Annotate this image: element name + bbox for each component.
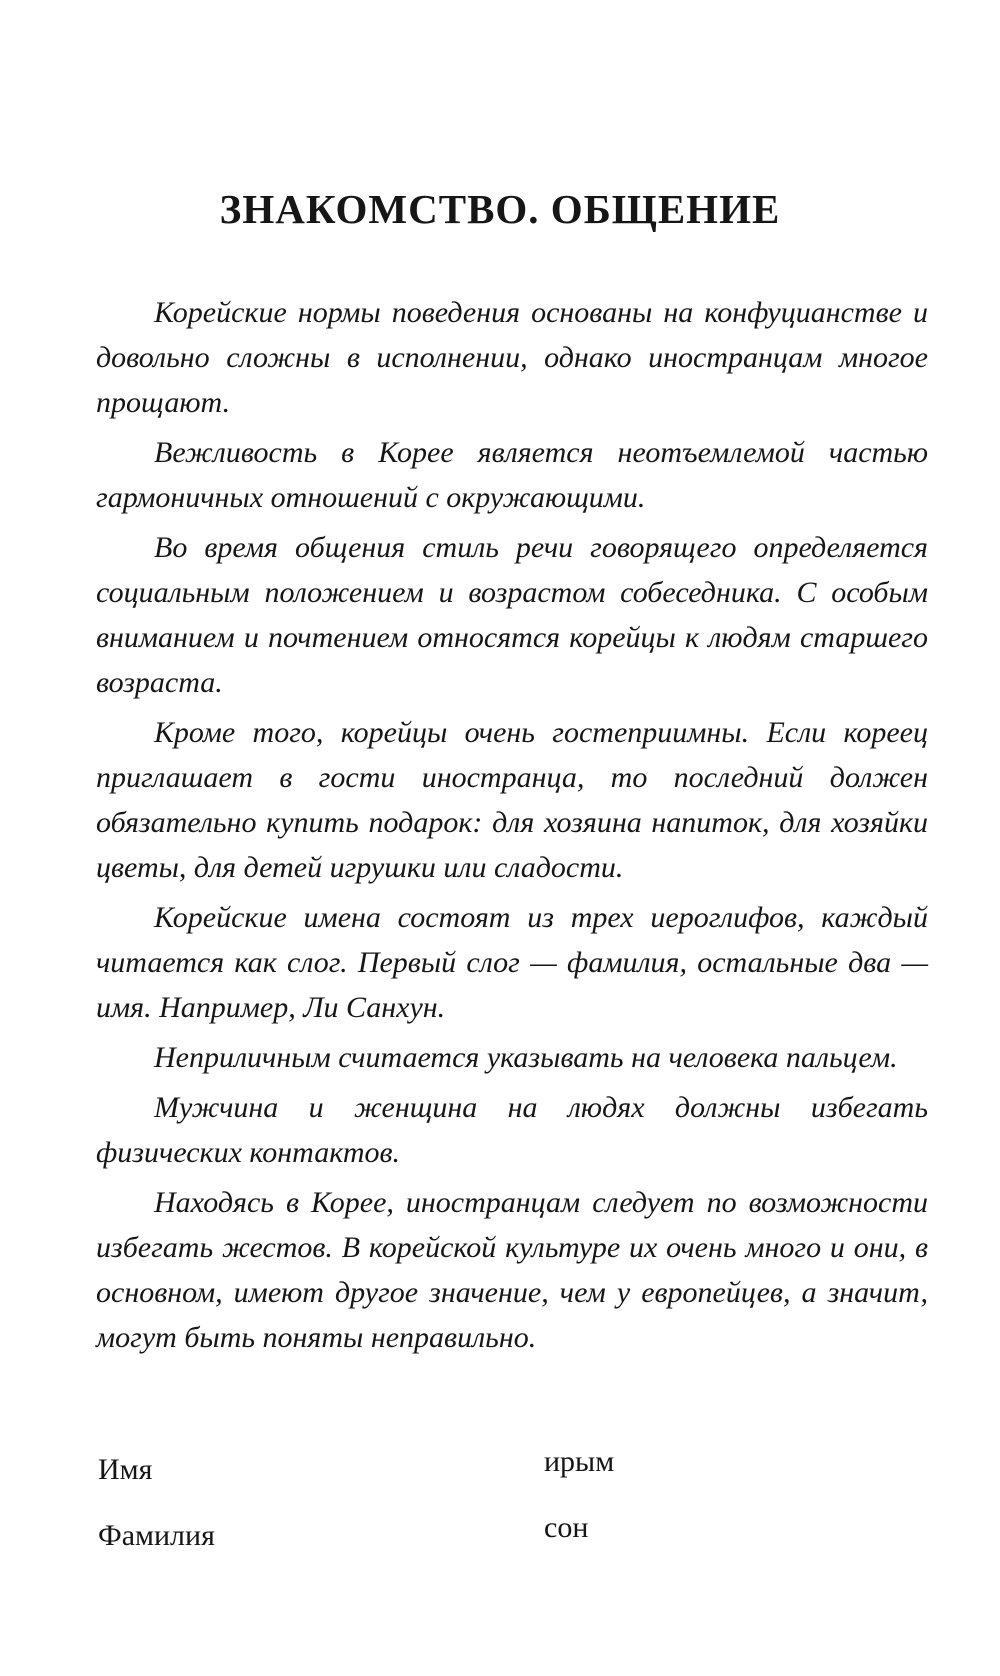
paragraph: Корейские нормы поведения основаны на конфуцианстве и довольно сложны в исполнении, однако иностранцам многое прощают. (96, 296, 928, 419)
vocabulary-russian: Имя (98, 1453, 153, 1486)
body-text (96, 290, 928, 1365)
vocabulary-row (98, 1511, 928, 1582)
vocabulary-korean: ирым (544, 1445, 615, 1478)
paragraph: Находясь в Корее, иностранцам следует по возможности избегать жестов. В корейской культуре их очень много и они, в основном, имеют другое значение, чем у европейцев, а значит, могут быть поняты неправильно. (96, 1186, 928, 1354)
vocabulary-list (98, 1445, 928, 1582)
vocabulary-korean: сон (544, 1511, 589, 1544)
paragraph: Во время общения стиль речи говорящего определяется социальным положением и возрастом собеседника. С особым вниманием и почтением относятся корейцы к людям старшего возраста. (96, 531, 928, 699)
paragraph: Корейские имена состоят из трех иероглифов, каждый читается как слог. Первый слог — фамилия, остальные два — имя. Например, Ли Санхун. (96, 901, 928, 1024)
vocabulary-row (98, 1445, 928, 1516)
paragraph: Неприличным считается указывать на человека пальцем. (154, 1041, 898, 1074)
page-title: ЗНАКОМСТВО. ОБЩЕНИЕ (219, 186, 781, 232)
paragraph: Кроме того, корейцы очень гостеприимны. Если кореец приглашает в гости иностранца, то последний должен обязательно купить подарок: для хозяина напиток, для хозяйки цветы, для детей игрушки или сладости. (96, 716, 928, 884)
paragraph: Вежливость в Корее является неотъемлемой частью гармоничных отношений с окружающими. (96, 436, 928, 514)
vocabulary-russian: Фамилия (98, 1519, 215, 1552)
paragraph: Мужчина и женщина на людях должны избегать физических контактов. (96, 1091, 928, 1169)
